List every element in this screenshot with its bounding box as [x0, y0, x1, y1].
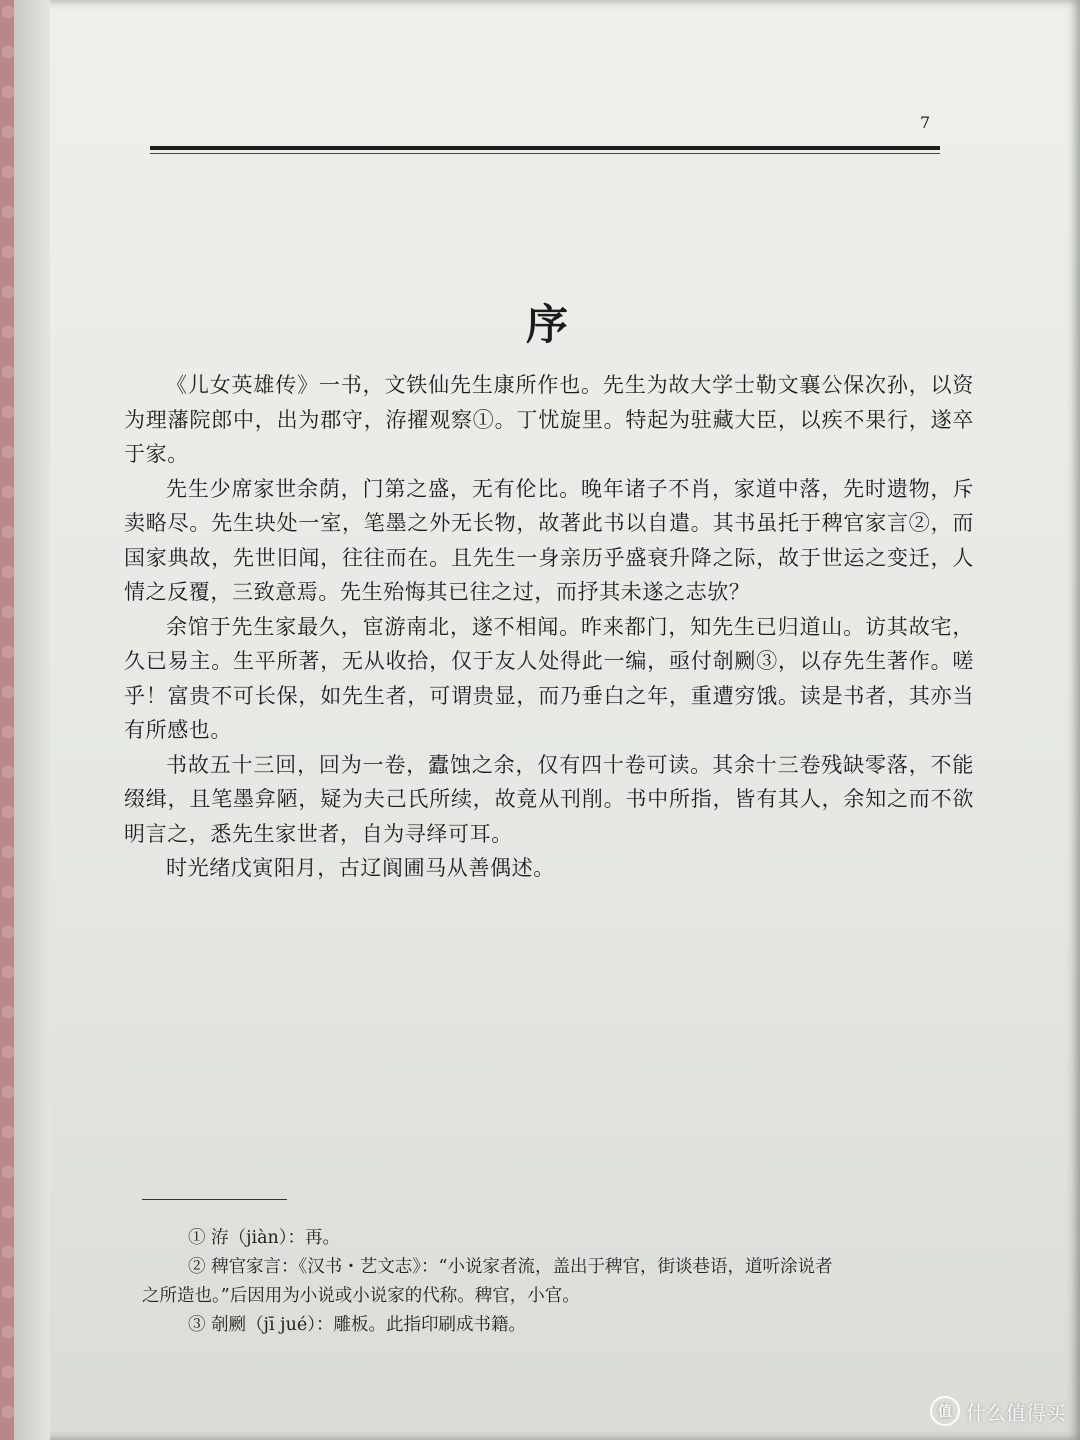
zhi-icon: 值	[930, 1396, 960, 1426]
footnote-rule	[142, 1199, 287, 1200]
book-page	[14, 0, 1080, 1440]
paragraph: 余馆于先生家最久，宦游南北，遂不相闻。昨来都门，知先生已归道山。访其故宅，久已易主。生平所著，无从收拾，仅于友人处得此一编，亟付剞劂③，以存先生著作。嗟乎！富贵不可长保，如先生者，可谓贵显，而乃垂白之年，重遭穷饿。读是书者，其亦当有所感也。	[124, 614, 974, 742]
page-number: 7	[920, 113, 931, 132]
watermark	[930, 1396, 1066, 1426]
paragraph: 书故五十三回，回为一卷，蠹蚀之余，仅有四十卷可读。其余十三卷残缺零落，不能缀缉，且笔墨弇陋，疑为夫己氏所续，故竟从刊削。书中所指，皆有其人，余知之而不欲明言之，悉先生家世者，自为寻绎可耳。	[124, 752, 974, 846]
preface-body	[124, 368, 974, 886]
watermark-text: 什么值得买	[966, 1400, 1066, 1425]
paragraph: 时光绪戊寅阳月，古辽阆圃马从善偶述。	[166, 856, 555, 880]
footnote-2: ② 稗官家言：《汉书・艺文志》：“小说家者流，盖出于稗官，街谈巷语，道听涂说者	[188, 1257, 833, 1277]
footnotes	[142, 1224, 982, 1340]
footnote-3: ③ 剞劂（jī jué）：雕板。此指印刷成书籍。	[188, 1315, 526, 1335]
paragraph: 《儿女英雄传》一书，文铁仙先生康所作也。先生为故大学士勒文襄公保次孙，以资为理藩院郎中，出为郡守，洊擢观察①。丁忧旋里。特起为驻藏大臣，以疾不果行，遂卒于家。	[124, 373, 974, 466]
page-title: 序	[525, 300, 568, 349]
header-rule-thick	[150, 146, 940, 150]
page-spine-shadow	[14, 0, 50, 1440]
header-rule-thin	[150, 153, 940, 154]
footnote-1: ① 洊（jiàn）：再。	[188, 1228, 341, 1248]
paragraph: 先生少席家世余荫，门第之盛，无有伦比。晚年诸子不肖，家道中落，先时遗物，斥卖略尽。先生块处一室，笔墨之外无长物，故著此书以自遣。其书虽托于稗官家言②，而国家典故，先世旧闻，往往而在。且先生一身亲历乎盛衰升降之际，故于世运之变迁，人情之反覆，三致意焉。先生殆悔其已往之过，而抒其未遂之志欤？	[124, 476, 974, 604]
footnote-2-continuation: 之所造也。”后因用为小说或小说家的代称。稗官，小官。	[142, 1286, 580, 1306]
